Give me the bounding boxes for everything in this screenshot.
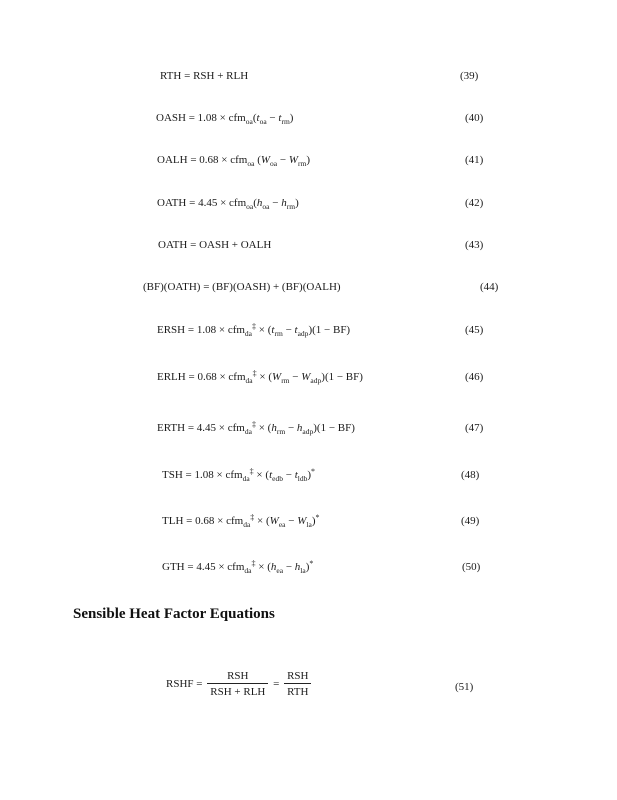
equation-number-41: (41) bbox=[465, 154, 484, 166]
equation-49: TLH = $0.68 \times cfm_{da}^\ddagger \times (W_{ea} - W_{la})^*$ bbox=[162, 513, 320, 529]
fraction-1-denominator: RSH + RLH bbox=[210, 686, 266, 698]
equation-45: ERSH = $1.08 \times cfm_{da}^\ddagger \times (t_{rm} - t_{adp})(1 - BF)$ bbox=[157, 322, 351, 338]
equation-50: GTH = $4.45 \times cfm_{da}^\ddagger \times (h_{ea} - h_{la})^*$ bbox=[162, 559, 314, 575]
equation-41: OALH = 0.68 × cfm$_{oa}$ $(W_{oa} - W_{rm})$ bbox=[157, 154, 311, 168]
equation-46: ERLH = $0.68 \times cfm_{da}^\ddagger \times (W_{rm} - W_{adp})(1 - BF)$ bbox=[157, 369, 363, 385]
equation-number-45: (45) bbox=[465, 324, 484, 336]
equation-number-42: (42) bbox=[465, 197, 484, 209]
rshf-fraction-2 bbox=[284, 670, 311, 698]
equation-number-43: (43) bbox=[465, 239, 484, 251]
section-heading: Sensible Heat Factor Equations bbox=[73, 606, 275, 622]
equation-40: OASH = $1.08 \times cfm_{oa}(t_{oa} - t_{rm})$ bbox=[156, 112, 294, 126]
equation-number-46: (46) bbox=[465, 371, 484, 383]
equation-number-44: (44) bbox=[480, 281, 499, 293]
equation-48: TSH = $1.08 \times cfm_{da}^\ddagger \times (t_{edb} - t_{ldb})^*$ bbox=[162, 467, 316, 483]
equation-44: (BF)(OATH) = (BF)(OASH) + (BF)(OALH) bbox=[143, 281, 341, 293]
fraction-2-numerator: RSH bbox=[284, 670, 311, 684]
equation-42: OATH = $4.45 \times cfm_{oa}(h_{oa} - h_{rm})$ bbox=[157, 197, 299, 211]
equation-number-47: (47) bbox=[465, 422, 484, 434]
fraction-1-numerator: RSH bbox=[207, 670, 268, 684]
equation-number-40: (40) bbox=[465, 112, 484, 124]
rshf-fraction-1 bbox=[207, 670, 268, 698]
equation-number-49: (49) bbox=[461, 515, 480, 527]
fraction-2-denominator: RTH bbox=[287, 686, 309, 698]
equation-number-39: (39) bbox=[460, 70, 479, 82]
equation-43: OATH = OASH + OALH bbox=[158, 239, 272, 251]
equation-39: RTH = RSH + RLH bbox=[160, 70, 249, 82]
equation-47: ERTH = $4.45 \times cfm_{da}^\ddagger \times (h_{rm} - h_{adp})(1 - BF)$ bbox=[157, 420, 355, 436]
equation-number-50: (50) bbox=[462, 561, 481, 573]
equation-number-51: (51) bbox=[455, 681, 474, 693]
equation-number-48: (48) bbox=[461, 469, 480, 481]
equation-51: RSHF = $\frac{\text{RSH}}{\text{RSH + RLH}}$ = $\frac{\text{RSH}}{\text{RTH}}$ bbox=[166, 670, 313, 698]
